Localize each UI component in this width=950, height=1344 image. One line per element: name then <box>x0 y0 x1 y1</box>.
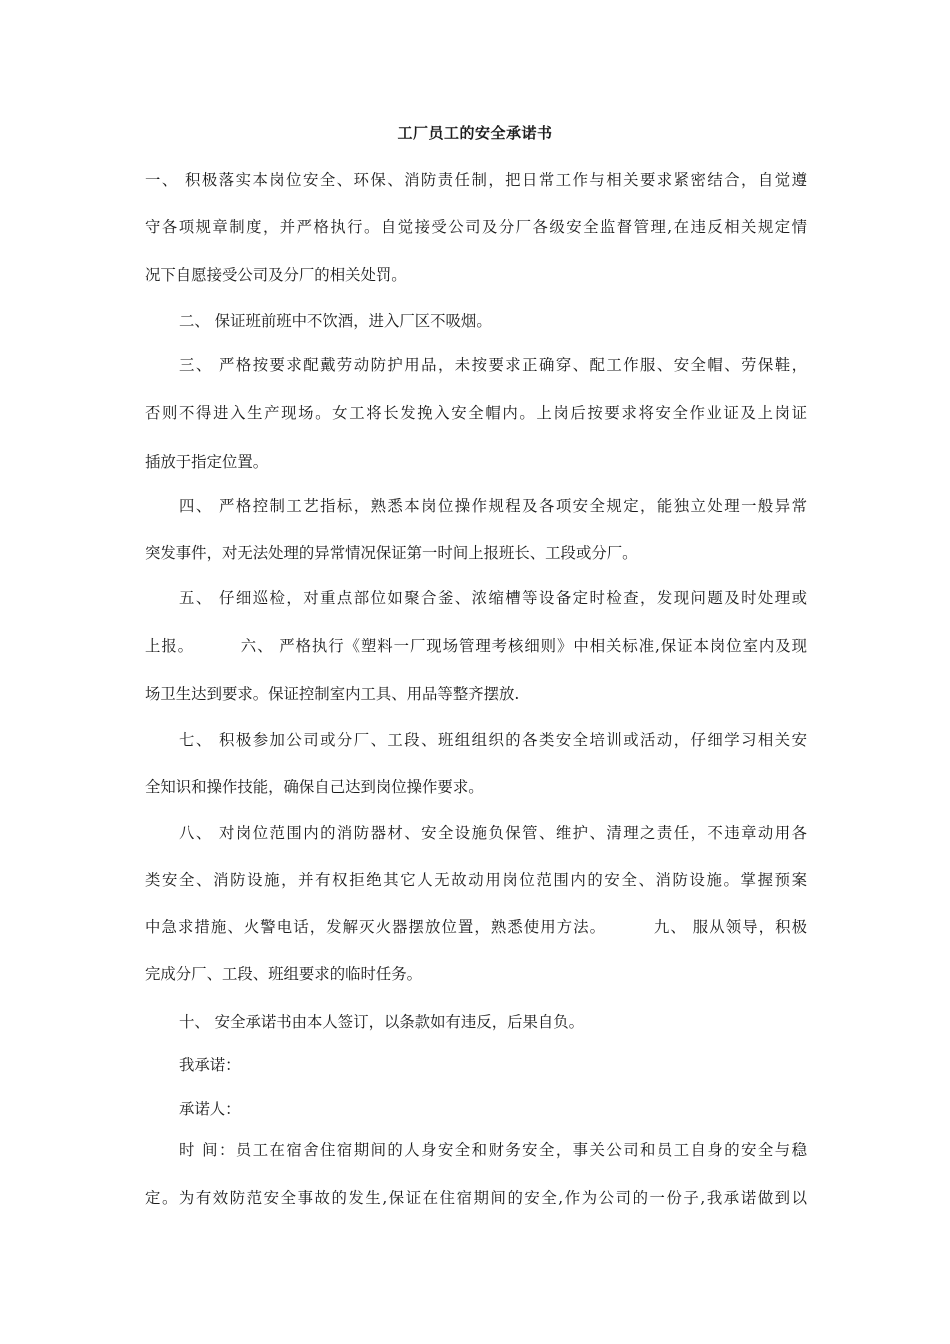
text-line: 完成分厂、工段、班组要求的临时任务。 <box>145 965 423 983</box>
text-line: 五、 仔细巡检，对重点部位如聚合釜、浓缩槽等设备定时检查，发现问题及时处理或 <box>179 589 807 607</box>
text-line: 七、 积极参加公司或分厂、工段、班组组织的各类安全培训或活动，仔细学习相关安 <box>179 731 807 749</box>
text-line: 定。为有效防范安全事故的发生,保证在住宿期间的安全,作为公司的一份子,我承诺做到以 <box>145 1189 807 1207</box>
text-line: 四、 严格控制工艺指标，熟悉本岗位操作规程及各项安全规定，能独立处理一般异常 <box>179 497 807 515</box>
text-line: 况下自愿接受公司及分厂的相关处罚。 <box>145 266 407 284</box>
text-line: 全知识和操作技能，确保自己达到岗位操作要求。 <box>145 778 484 796</box>
text-line: 中急求措施、火警电话，发解灭火器摆放位置，熟悉使用方法。 九、 服从领导，积极 <box>145 918 807 936</box>
text-line: 守各项规章制度，并严格执行。自觉接受公司及分厂各级安全监督管理,在违反相关规定情 <box>145 218 807 236</box>
text-line: 插放于指定位置。 <box>145 453 269 471</box>
text-line: 场卫生达到要求。保证控制室内工具、用品等整齐摆放. <box>145 685 520 703</box>
text-line: 时 间：员工在宿舍住宿期间的人身安全和财务安全，事关公司和员工自身的安全与稳 <box>179 1141 807 1159</box>
document-title: 工厂员工的安全承诺书 <box>397 124 553 142</box>
text-line: 类安全、消防设施，并有权拒绝其它人无故动用岗位范围内的安全、消防设施。掌握预案 <box>145 871 807 889</box>
text-line: 八、 对岗位范围内的消防器材、安全设施负保管、维护、清理之责任，不违章动用各 <box>179 824 807 842</box>
text-line: 十、 安全承诺书由本人签订，以条款如有违反，后果自负。 <box>179 1013 585 1031</box>
text-line: 我承诺： <box>179 1056 241 1074</box>
text-line: 二、 保证班前班中不饮酒，进入厂区不吸烟。 <box>179 312 492 330</box>
text-line: 上报。 六、 严格执行《塑料一厂现场管理考核细则》中相关标准,保证本岗位室内及现 <box>145 637 807 655</box>
text-line: 一、 积极落实本岗位安全、环保、消防责任制，把日常工作与相关要求紧密结合，自觉遵 <box>145 171 807 189</box>
text-line: 突发事件，对无法处理的异常情况保证第一时间上报班长、工段或分厂。 <box>145 544 638 562</box>
text-line: 承诺人： <box>179 1100 241 1118</box>
text-line: 三、 严格按要求配戴劳动防护用品，未按要求正确穿、配工作服、安全帽、劳保鞋， <box>179 356 807 374</box>
text-line: 否则不得进入生产现场。女工将长发挽入安全帽内。上岗后按要求将安全作业证及上岗证 <box>145 404 807 422</box>
